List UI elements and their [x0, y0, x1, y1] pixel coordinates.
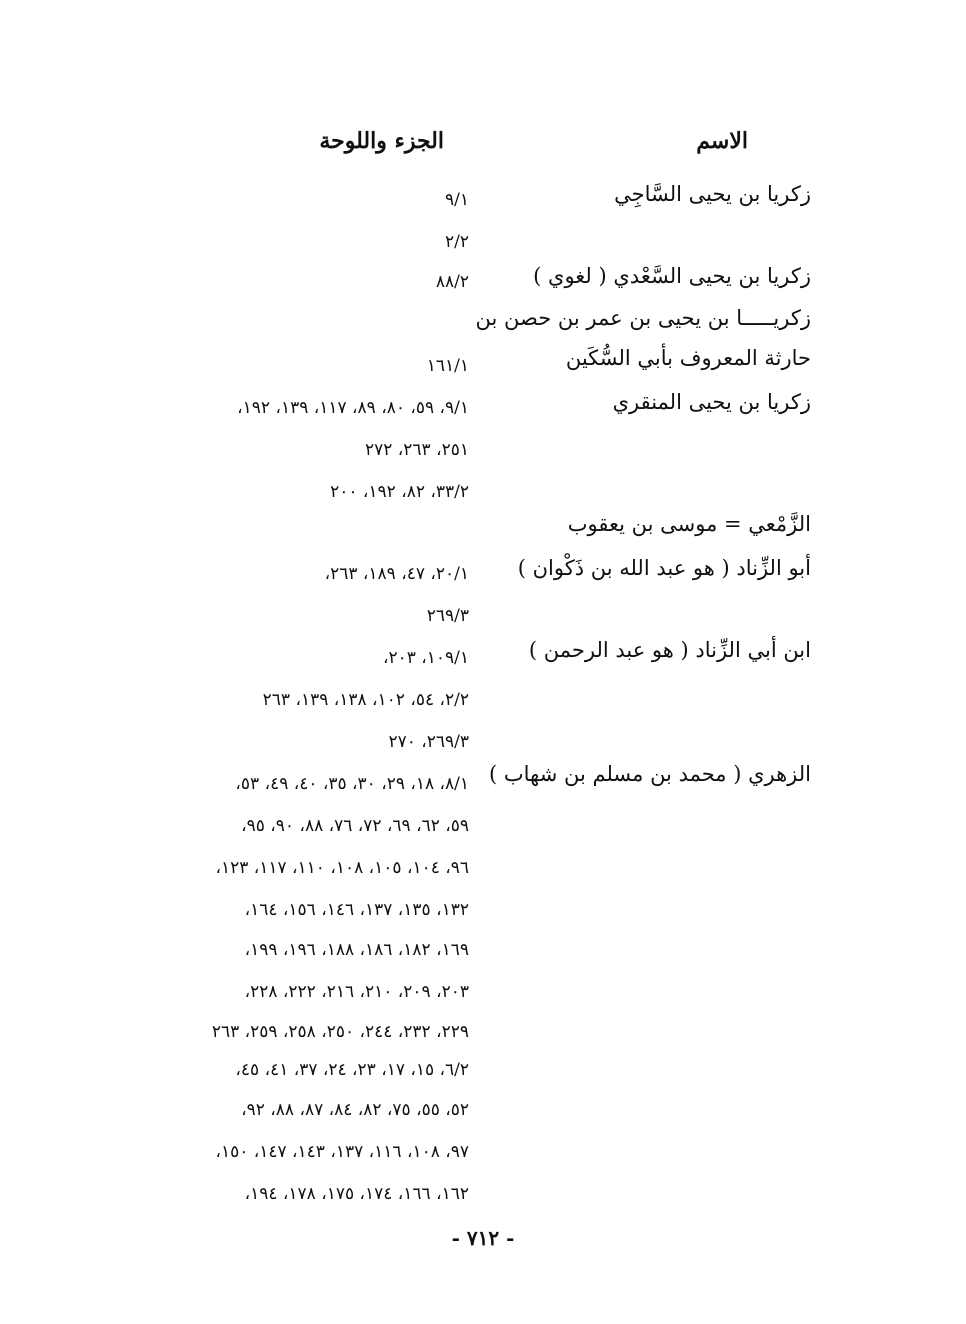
entry-ref: ٣٣/٢، ٨٢، ١٩٢، ٢٠٠ [330, 482, 469, 502]
page-number: - ٧١٢ - [451, 1226, 515, 1250]
entry-ref: ١٦٢، ١٦٦، ١٧٤، ١٧٥، ١٧٨، ١٩٤، [244, 1184, 469, 1204]
entry-name-ibn-abi-zinad: ابن أبي الزِّناد ( هو عبد الرحمن ) [528, 638, 811, 662]
entry-name-zakariya-saadi: زكريا بن يحيى السَّعْدي ( لغوي ) [533, 264, 811, 288]
entry-name-zakariya-ibn-umar-line2: حارثة المعروف بأبي السُّكَين [565, 346, 811, 370]
column-header-volume-plate: الجزء واللوحة [319, 128, 444, 154]
entry-ref: ٢٦٩/٣، ٢٧٠ [388, 732, 469, 752]
entry-ref: ٩/١ [445, 190, 469, 210]
entry-ref: ٥٩، ٦٢، ٦٩، ٧٢، ٧٦، ٨٨، ٩٠، ٩٥، [241, 816, 469, 836]
entry-ref: ٩٦، ١٠٤، ١٠٥، ١٠٨، ١١٠، ١١٧، ١٢٣، [215, 858, 469, 878]
entry-name-abu-zinad: أبو الزِّناد ( هو عبد الله بن ذَكْوان ) [517, 556, 811, 580]
entry-ref: ٢/٢ [445, 232, 469, 252]
entry-ref: ٩٧، ١٠٨، ١١٦، ١٣٧، ١٤٣، ١٤٧، ١٥٠، [215, 1142, 469, 1162]
entry-ref: ٢/٢، ٥٤، ١٠٢، ١٣٨، ١٣٩، ٢٦٣ [262, 690, 469, 710]
entry-ref: ١٠٩/١، ٢٠٣، [382, 648, 469, 668]
column-header-name: الاسم [696, 128, 748, 154]
entry-ref: ٩/١، ٥٩، ٨٠، ٨٩، ١١٧، ١٣٩، ١٩٢، [237, 398, 469, 418]
entry-ref: ٥٢، ٥٥، ٧٥، ٨٢، ٨٤، ٨٧، ٨٨، ٩٢، [241, 1100, 469, 1120]
entry-ref: ٢٠٣، ٢٠٩، ٢١٠، ٢١٦، ٢٢٢، ٢٢٨، [244, 982, 469, 1002]
entry-ref: ٦/٢، ١٥، ١٧، ٢٣، ٢٤، ٣٧، ٤١، ٤٥، [235, 1060, 469, 1080]
entry-ref: ١٣٢، ١٣٥، ١٣٧، ١٤٦، ١٥٦، ١٦٤، [244, 900, 469, 920]
entry-ref: ٢٦٩/٣ [426, 606, 469, 626]
entry-name-zakariya-ibn-umar-line1: زكريـــــا بن يحيى بن عمر بن حصن بن [475, 306, 811, 330]
entry-name-zakariya-minqari: زكريا بن يحيى المنقري [612, 390, 811, 414]
entry-ref: ١٦١/١ [426, 356, 469, 376]
entry-ref: ٨٨/٢ [435, 272, 469, 292]
entry-name-zakariya-saji: زكريا بن يحيى السَّاجِي [614, 182, 811, 206]
entry-ref: ٢٥١، ٢٦٣، ٢٧٢ [365, 440, 469, 460]
entry-ref: ٢٠/١، ٤٧، ١٨٩، ٢٦٣، [324, 564, 469, 584]
entry-name-zuhri: الزهري ( محمد بن مسلم بن شهاب ) [488, 762, 811, 786]
entry-name-zamai: الزَّمْعي = موسى بن يعقوب [567, 512, 811, 536]
entry-ref: ٨/١، ١٨، ٢٩، ٣٠، ٣٥، ٤٠، ٤٩، ٥٣، [235, 774, 469, 794]
entry-ref: ٢٢٩، ٢٣٢، ٢٤٤، ٢٥٠، ٢٥٨، ٢٥٩، ٢٦٣ [211, 1022, 469, 1042]
entry-ref: ١٦٩، ١٨٢، ١٨٦، ١٨٨، ١٩٦، ١٩٩، [244, 940, 469, 960]
